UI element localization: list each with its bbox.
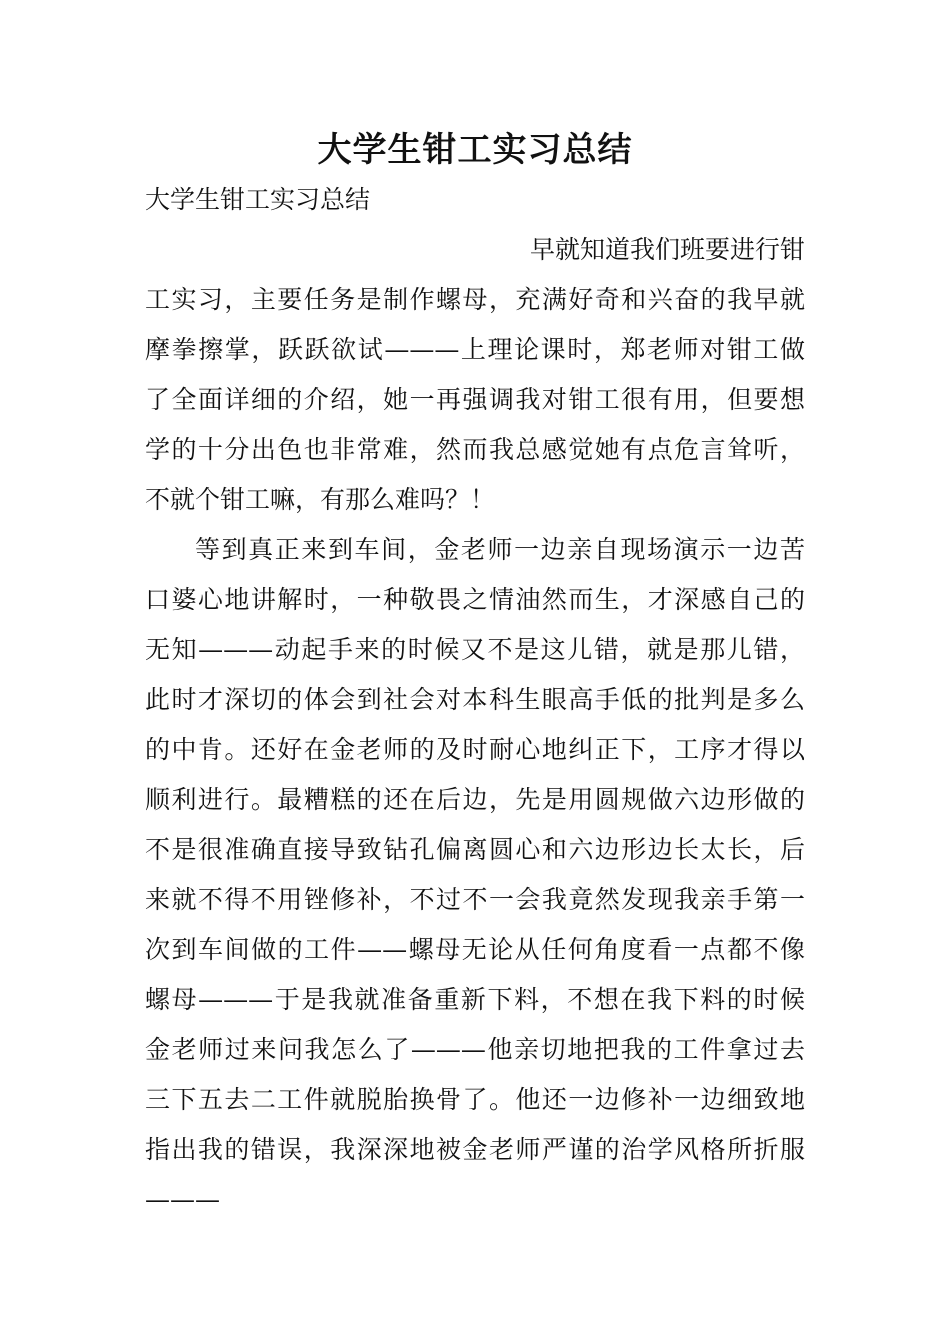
paragraph-2-line: 无知———动起手来的时候又不是这儿错，就是那儿错， [145,635,805,664]
paragraph-2-line: 顺利进行。最糟糕的还在后边，先是用圆规做六边形做的 [145,785,805,814]
paragraph-1-line: 了全面详细的介绍，她一再强调我对钳工很有用，但要想 [145,385,805,414]
paragraph-2-line: 的中肯。还好在金老师的及时耐心地纠正下，工序才得以 [145,735,805,764]
paragraph-1-line: 摩拳擦掌，跃跃欲试———上理论课时，郑老师对钳工做 [145,335,805,364]
paragraph-2-line: ——— [145,1185,220,1214]
paragraph-2-line: 不是很准确直接导致钻孔偏离圆心和六边形边长太长，后 [145,835,805,864]
paragraph-1-line: 早就知道我们班要进行钳 [529,235,805,264]
paragraph-2-line: 三下五去二工件就脱胎换骨了。他还一边修补一边细致地 [145,1085,805,1114]
paragraph-2-line: 等到真正来到车间，金老师一边亲自现场演示一边苦 [195,535,805,564]
paragraph-2-line: 此时才深切的体会到社会对本科生眼高手低的批判是多么 [145,685,805,714]
document-title: 大学生钳工实习总结 [317,130,633,170]
paragraph-1-line: 工实习，主要任务是制作螺母，充满好奇和兴奋的我早就 [145,285,805,314]
paragraph-2-line: 口婆心地讲解时，一种敬畏之情油然而生，才深感自己的 [145,585,805,614]
paragraph-2-line: 来就不得不用锉修补，不过不一会我竟然发现我亲手第一 [145,885,805,914]
paragraph-2-line: 次到车间做的工件——螺母无论从任何角度看一点都不像 [145,935,805,964]
document-subtitle: 大学生钳工实习总结 [145,185,371,214]
paragraph-1-line: 不就个钳工嘛，有那么难吗？！ [145,485,496,514]
paragraph-2-line: 金老师过来问我怎么了———他亲切地把我的工件拿过去 [145,1035,805,1064]
paragraph-2-line: 指出我的错误，我深深地被金老师严谨的治学风格所折服 [145,1135,805,1164]
paragraph-2-line: 螺母———于是我就准备重新下料，不想在我下料的时候 [145,985,805,1014]
paragraph-1-line: 学的十分出色也非常难，然而我总感觉她有点危言耸听， [145,435,805,464]
